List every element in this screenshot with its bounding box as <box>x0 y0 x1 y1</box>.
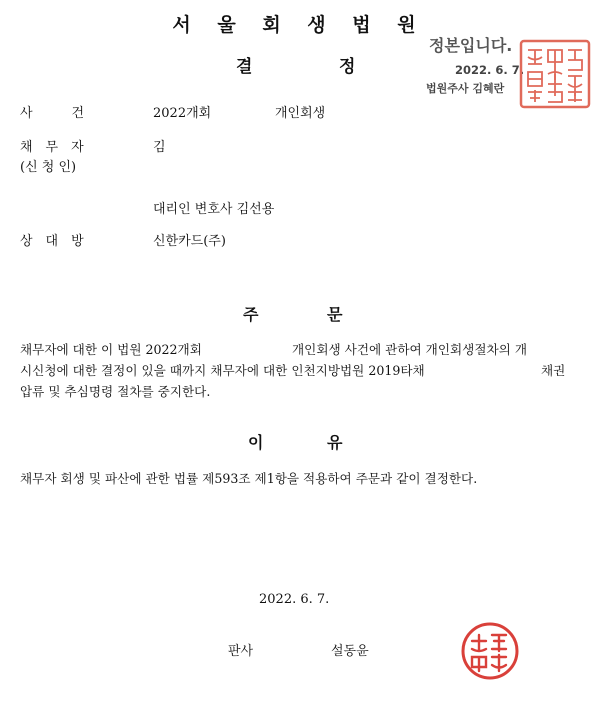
reason-heading-left: 이 <box>248 433 264 452</box>
debtor-name: 김 <box>153 140 166 155</box>
case-label: 사 건 <box>20 106 85 121</box>
document-type-left: 결 <box>236 57 253 77</box>
certified-copy-title: 정본입니다. <box>429 36 513 55</box>
reason-text: 채무자 회생 및 파산에 관한 법률 제593조 제1항을 적용하여 주문과 같이 결정한다. <box>20 471 478 486</box>
order-text-line3: 압류 및 추심명령 절차를 중지한다. <box>20 384 211 399</box>
court-name: 서 울 회 생 법 원 <box>172 14 426 36</box>
debtor-label: 채 무 자 <box>20 140 84 155</box>
clerk-name: 법원주사 김혜란 <box>426 82 505 95</box>
case-number: 2022개회 <box>153 106 212 121</box>
applicant-label: (신 청 인) <box>20 160 77 175</box>
order-text-line1-a: 채무자에 대한 이 법원 2022개회 <box>20 342 202 357</box>
case-type: 개인회생 <box>275 106 326 121</box>
order-heading-left: 주 <box>243 305 259 324</box>
order-text-line1-b: 개인회생 사건에 관하여 개인회생절차의 개 <box>292 342 527 357</box>
debtor-agent: 대리인 변호사 김선용 <box>153 202 275 217</box>
judge-title: 판사 <box>228 644 254 659</box>
reason-heading-right: 유 <box>327 433 343 452</box>
judge-name: 설동윤 <box>331 644 369 659</box>
court-clerk-seal <box>518 38 592 110</box>
decision-date: 2022. 6. 7. <box>259 592 330 607</box>
document-type-right: 정 <box>339 57 356 77</box>
opponent-label: 상 대 방 <box>20 234 84 249</box>
opponent-name: 신한카드(주) <box>153 234 226 249</box>
order-text-line2-b: 채권 <box>541 363 566 378</box>
order-text-line2-a: 시신청에 대한 결정이 있을 때까지 채무자에 대한 인천지방법원 2019타채 <box>20 363 425 378</box>
certification-date: 2022. 6. 7. <box>455 63 525 77</box>
judge-seal <box>460 621 520 681</box>
order-heading-right: 문 <box>327 305 343 324</box>
